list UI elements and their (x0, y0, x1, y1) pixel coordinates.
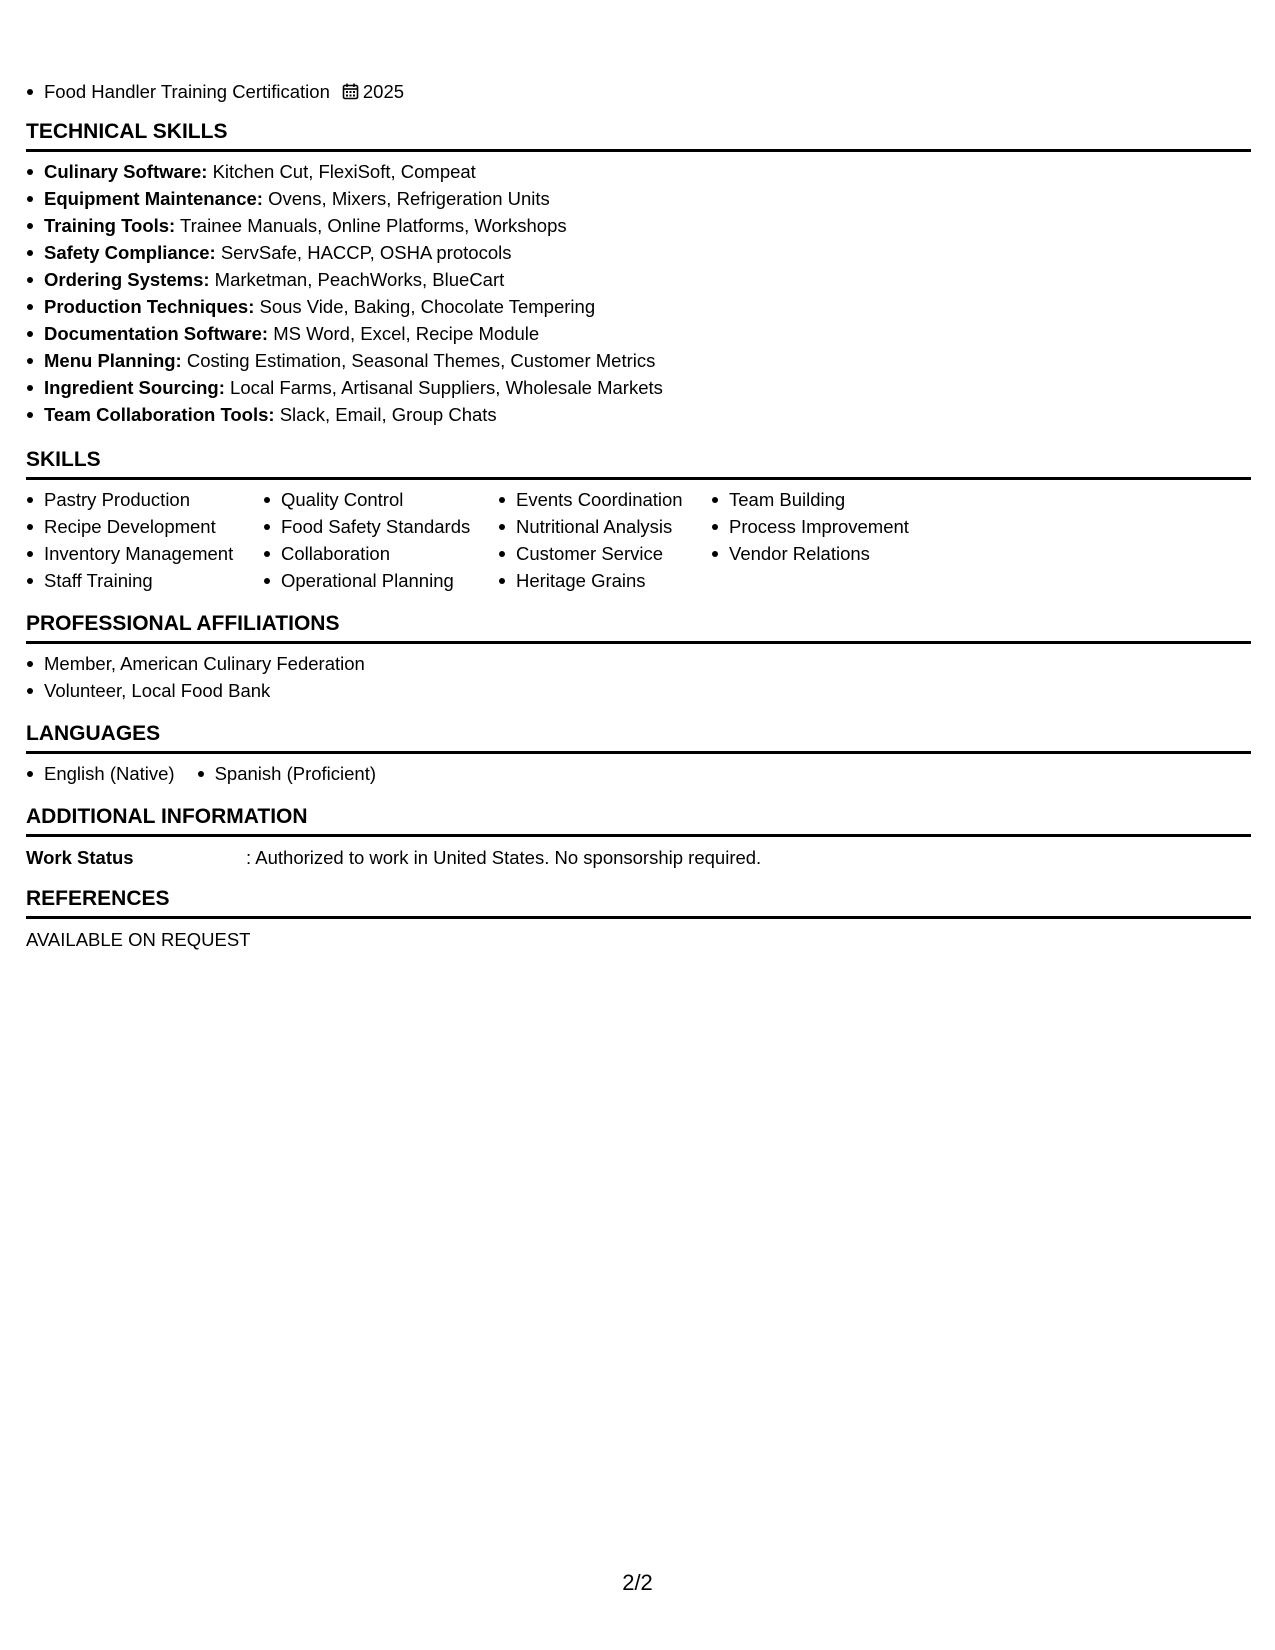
technical-skill-value: Ovens, Mixers, Refrigeration Units (262, 188, 550, 209)
skill-item: Heritage Grains (498, 567, 711, 594)
calendar-icon (342, 80, 359, 107)
technical-skill-item (26, 374, 663, 401)
skill-item: Pastry Production (26, 486, 263, 513)
technical-skill-item (26, 185, 663, 212)
technical-skill-item (26, 158, 663, 185)
page-number: 2/2 (622, 1570, 653, 1595)
work-status-label: Work Status (26, 847, 134, 868)
technical-skill-label: Training Tools: (44, 215, 176, 236)
languages-list (26, 760, 376, 787)
technical-skill-item (26, 212, 663, 239)
technical-skill-label: Ingredient Sourcing: (44, 377, 225, 398)
skill-item: Customer Service (498, 540, 711, 567)
technical-skill-label: Menu Planning: (44, 350, 182, 371)
technical-skill-item (26, 320, 663, 347)
skill-item: Operational Planning (263, 567, 498, 594)
technical-skill-label: Documentation Software: (44, 323, 269, 344)
skill-item: Collaboration (263, 540, 498, 567)
technical-skill-value: Trainee Manuals, Online Platforms, Workshops (175, 215, 567, 236)
technical-skill-label: Culinary Software: (44, 161, 208, 182)
technical-skill-value: MS Word, Excel, Recipe Module (268, 323, 540, 344)
references-heading: REFERENCES (26, 886, 1251, 919)
references-text: AVAILABLE ON REQUEST (26, 929, 251, 950)
skills-column (711, 486, 951, 594)
technical-skill-item (26, 401, 663, 428)
affiliation-item: Member, American Culinary Federation (26, 650, 365, 677)
technical-skill-label: Ordering Systems: (44, 269, 210, 290)
skills-column (498, 486, 711, 594)
affiliations-list (26, 650, 365, 704)
technical-skill-item (26, 347, 663, 374)
technical-skill-value: Marketman, PeachWorks, BlueCart (209, 269, 505, 290)
technical-skill-value: Costing Estimation, Seasonal Themes, Customer Metrics (181, 350, 656, 371)
skill-item: Recipe Development (26, 513, 263, 540)
skills-heading: SKILLS (26, 447, 1251, 480)
skill-item: Inventory Management (26, 540, 263, 567)
technical-skill-value: Local Farms, Artisanal Suppliers, Wholesale Markets (224, 377, 663, 398)
technical-skills-heading: TECHNICAL SKILLS (26, 119, 1251, 152)
skill-item: Food Safety Standards (263, 513, 498, 540)
technical-skill-value: Slack, Email, Group Chats (274, 404, 497, 425)
certification-name: Food Handler Training Certification (44, 81, 330, 102)
language-item: Spanish (Proficient) (197, 760, 376, 787)
technical-skill-label: Team Collaboration Tools: (44, 404, 275, 425)
technical-skill-label: Safety Compliance: (44, 242, 216, 263)
certification-item (26, 78, 404, 105)
technical-skill-item (26, 266, 663, 293)
skill-item: Events Coordination (498, 486, 711, 513)
technical-skill-label: Equipment Maintenance: (44, 188, 263, 209)
technical-skill-value: Sous Vide, Baking, Chocolate Tempering (254, 296, 596, 317)
certification-list (26, 78, 404, 105)
technical-skill-label: Production Techniques: (44, 296, 255, 317)
affiliations-heading: PROFESSIONAL AFFILIATIONS (26, 611, 1251, 644)
technical-skill-item (26, 293, 663, 320)
skill-item: Quality Control (263, 486, 498, 513)
skill-item: Vendor Relations (711, 540, 951, 567)
languages-heading: LANGUAGES (26, 721, 1251, 754)
skill-item: Team Building (711, 486, 951, 513)
skill-item: Process Improvement (711, 513, 951, 540)
technical-skill-value: Kitchen Cut, FlexiSoft, Compeat (207, 161, 476, 182)
technical-skill-item (26, 239, 663, 266)
skill-item: Staff Training (26, 567, 263, 594)
technical-skills-list (26, 158, 663, 428)
language-item: English (Native) (26, 760, 175, 787)
certification-year: 2025 (362, 81, 405, 102)
skills-column (26, 486, 263, 594)
skills-grid (26, 486, 951, 594)
technical-skill-value: ServSafe, HACCP, OSHA protocols (215, 242, 512, 263)
additional-info-heading: ADDITIONAL INFORMATION (26, 804, 1251, 837)
work-status-row (26, 844, 761, 871)
affiliation-item: Volunteer, Local Food Bank (26, 677, 365, 704)
skills-column (263, 486, 498, 594)
skill-item: Nutritional Analysis (498, 513, 711, 540)
work-status-value: : Authorized to work in United States. No sponsorship required. (246, 847, 762, 868)
